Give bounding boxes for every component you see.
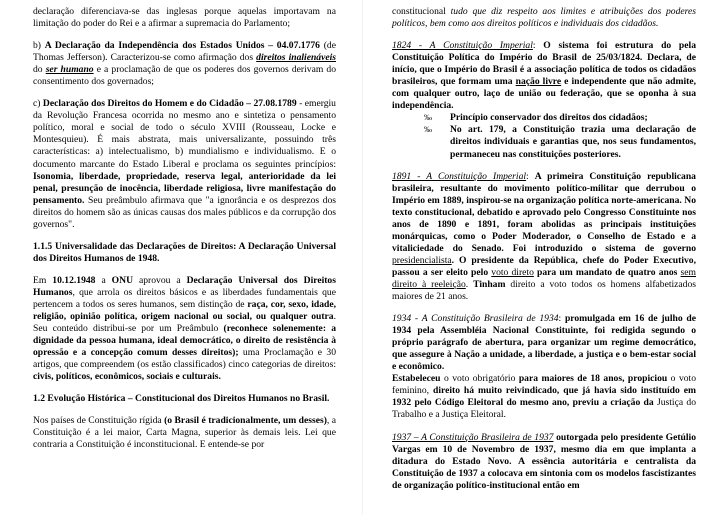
paragraph-b-heading: A Declaração da Independência dos Estados Unidos – 04.07.1776 <box>44 40 320 52</box>
emph-tinham: Tinham <box>473 278 506 290</box>
nos-text-2: , a Constituição é a lei maior, Carta Magna, superior às demais leis. Lei que contraria a Constituição é inconstitucional. E entende-se por <box>33 415 336 451</box>
bullet-icon: ‰ <box>424 113 432 123</box>
paragraph-c-text: - emergiu da Revolução Francesa ocorrida no mesmo ano e sintetiza o pensamento político, moral e social de todo o século XVIII (Rousseau, Locke e Montesquieu). É mais abstrata, mais universalizante, possuindo três características: a) intelectualismo, b) mundialismo e individualismo. E o documento marcante do Estado Liberal e proclama os seguintes princípios: <box>33 98 336 170</box>
bullet-item <box>424 124 696 160</box>
paragraph-c-principles: Isonomia, liberdade, propriedade, reserva legal, anterioridade da lei penal, presunção de inocência, liberdade religiosa, livre manifestação do pensamento. <box>33 170 336 206</box>
text-1824: O sistema foi estrutura do pela Constituição Política do Império do Brasil de 25/03/1824. Declara, de início, que o Império do Brasil é a associação política de todos os cidadãos brasileiros, que formam uma <box>392 40 696 88</box>
estab-5: direito há muito reivindicado, que já havia sido instituído em 1932 pelo Código Eleitoral do mesmo ano, previu a criação da <box>392 385 696 409</box>
onu-name: ONU <box>111 274 133 286</box>
paragraph-1937 <box>392 432 696 492</box>
text-1934: promulgada em 16 de julho de 1934 pela Assembléia Nacional Constituinte, foi redigida segundo o próprio parágrafo de abertura, para organizar um regime democrático, que assegure à Nação a unidade, a liberdade, a justiça e o bem-estar social e econômico. <box>392 313 696 373</box>
paragraph-b-text-3: e a proclamação de que os poderes dos governos derivam do consentimento dos governados; <box>33 64 337 88</box>
onu-declaration: Declaração Universal dos Direitos Humanos <box>33 274 336 298</box>
estab-2: o voto obrigatório <box>440 373 519 385</box>
left-column <box>33 6 336 452</box>
heading-1891: 1891 - A Constituição Imperial <box>392 170 527 182</box>
estab-1: Estabeleceu <box>392 373 441 385</box>
section-1-1-5-heading <box>33 241 336 265</box>
paragraph-c-marker: c) <box>33 98 43 110</box>
paragraph-b-text: (de Thomas Jefferson). Caracterizou-se como afirmação dos <box>33 40 336 64</box>
paragraph-b-emph-2: ser humano <box>45 64 94 76</box>
text-1891-4: direito a voto todos os homens alfabetizados maiores de 21 anos. <box>392 278 697 303</box>
paragraph-nos <box>33 415 336 451</box>
paragraph-b-emph-1: direitos inalienáveis <box>256 52 337 64</box>
onu-date: 10.12.1948 <box>52 274 96 286</box>
nos-emph: (o Brasil é tradicionalmente, um desses) <box>164 415 327 427</box>
heading-1934: 1934 - A Constituição Brasileira de 1934 <box>392 313 559 325</box>
nos-text-1: Nos países de Constituição rígida <box>33 415 165 427</box>
onu-text-3: aprovou a <box>133 274 187 286</box>
onu-distinctions: raça, cor, sexo, idade, religião, opinião política, origem nacional ou social, ou qualquer outra <box>33 298 336 323</box>
onu-text-2: a <box>95 274 112 286</box>
paragraph-1891 <box>392 171 696 304</box>
continuation-italic: tudo que diz respeito aos limites e atribuições dos poderes políticos, bem como aos direitos políticos e individuais dos cidadãos. <box>392 6 697 30</box>
paragraph-onu <box>33 275 336 383</box>
bullet-text: Princípio conservador dos direitos dos cidadãos; <box>450 112 648 124</box>
intro-text: declaração diferenciava-se das inglesas porque aquelas importavam na limitação do poder do Rei e a afirmar a supremacia do Parlamento; <box>33 6 336 30</box>
paragraph-1934 <box>392 313 696 373</box>
right-column <box>392 6 696 492</box>
paragraph-c-heading: Declaração dos Direitos do Homem e do Cidadão – 27.08.1789 <box>42 98 297 110</box>
section-1-1-5-title: 1.1.5 Universalidade das Declarações de Direitos: A Declaração Universal dos Direitos Humanos de 1948. <box>33 240 336 264</box>
paragraph-c-text-2: Seu preâmbulo afirmava que "a ignorância e os desprezos dos direitos do homem são as únicas causas dos males públicos e da corrupção dos governos". <box>33 194 336 230</box>
emph-presidencialista: presidencialista <box>392 254 452 266</box>
paragraph-c <box>33 98 336 231</box>
emph-reeleicao: sem direito à reeleição <box>392 266 696 290</box>
emph-1824: nação livre <box>515 76 562 88</box>
intro-paragraph <box>33 6 336 30</box>
onu-text-5: . Seu conteúdo distribui-se por um Preâmbulo <box>33 311 336 335</box>
page-fold <box>362 0 363 515</box>
estab-6: Justiça do Trabalho e a Justiça Eleitoral. <box>392 397 696 421</box>
onu-categories: civis, políticos, econômicos, sociais e culturais. <box>33 371 221 383</box>
paragraph-b-text-2: do <box>33 64 46 76</box>
sep-1891: : <box>526 170 535 182</box>
heading-1937: 1937 – A Constituição Brasileira de 1937 <box>392 431 554 443</box>
paragraph-estabeleceu <box>392 373 696 421</box>
text-1891-2: . O presidente da República, chefe do Poder Executivo, passou a ser eleito pelo <box>392 254 696 278</box>
estab-4: o voto feminino, <box>392 373 697 397</box>
continuation-text: constitucional <box>392 6 451 17</box>
text-1824-2: e independente que não admite, com qualquer outro, laço de união ou federação, que se oponha à sua independência. <box>392 76 696 112</box>
emph-voto-direto: voto direto <box>491 266 534 278</box>
text-1937: outorgada pelo presidente Getúlio Vargas em 10 de Novembro de 1937, mesmo dia em que implanta a ditadura do Estado Novo. A essência autoritária e centralista da Constituição de 1937 a colocava em sintonia com os modelos fascistizantes de organização político-institucional então em <box>392 431 697 491</box>
paragraph-continuation <box>392 6 696 30</box>
sep-1824: : <box>532 40 544 52</box>
section-1-2-title: 1.2 Evolução Histórica – Constitucional dos Direitos Humanos no Brasil. <box>33 393 330 405</box>
onu-text-4: , que arrola os direitos básicos e as liberdades fundamentais que pertencem a todos os seres humanos, sem distinção de <box>33 286 336 310</box>
text-1891: A primeira Constituição republicana brasileira, resultante do movimento político-militar que derrubou o Império em 1889, inspirou-se na organização política norte-americana. No texto constitucional, debatido e aprovado pelo Congresso Constituinte nos anos de 1890 e 1891, foram abolidas as principais instituições monárquicas, como o Poder Moderador, o Conselho de Estado e a vitaliciedade do Senado. Foi introduzido o sistema de governo <box>392 170 696 254</box>
paragraph-b-marker: b) <box>33 40 45 52</box>
paragraph-1824 <box>392 40 696 112</box>
bullet-icon: ‰ <box>424 125 432 135</box>
bullet-item <box>424 112 696 124</box>
bullet-text: No art. 179, a Constituição trazia uma declaração de direitos individuais e garantias que, nos seus fundamentos, permaneceu nas constituições posteriores. <box>450 124 696 160</box>
section-1-2-heading <box>33 393 336 405</box>
heading-1824: 1824 - A Constituição Imperial <box>392 40 533 52</box>
onu-text-6: uma Proclamação e 30 artigos, que compreendem (os estão classificados) cinco categorias de direitos: <box>33 347 336 371</box>
paragraph-b <box>33 40 336 88</box>
sep-1891-2: . <box>465 278 474 290</box>
onu-text-1: Em <box>33 274 53 286</box>
onu-preamble: (reconhece solenemente: a dignidade da pessoa humana, ideal democrático, o direito de resistência à opressão e a concepção comum desses direitos); <box>33 323 336 359</box>
sep-1934: : <box>558 313 565 325</box>
text-1891-3: para um mandato de quatro anos <box>533 266 681 278</box>
estab-3: para maiores de 18 anos, propiciou <box>518 373 668 385</box>
